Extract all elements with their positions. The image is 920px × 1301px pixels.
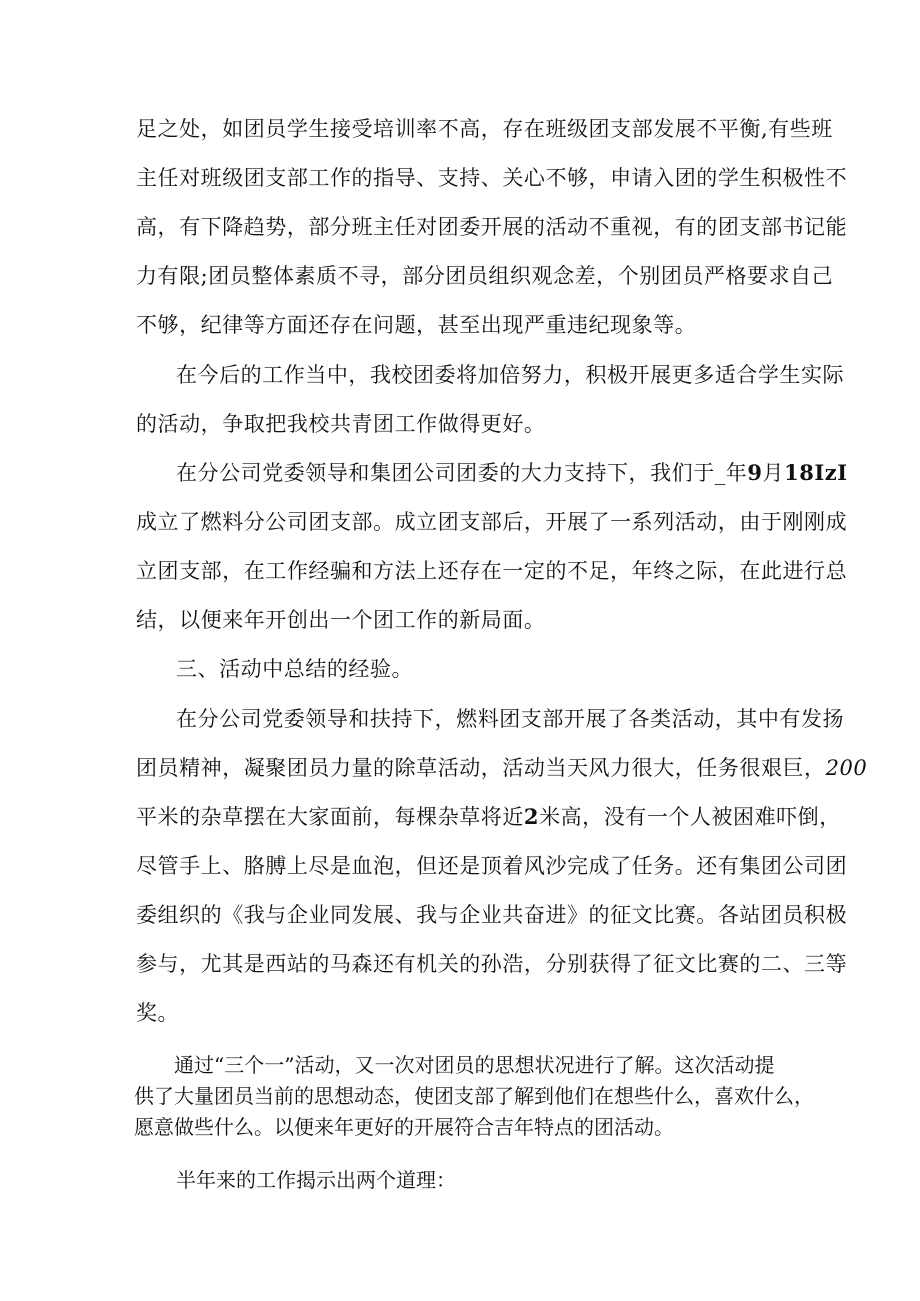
paragraph-line: 愿意做些什么。以便来年更好的开展符合吉年特点的团活动。 — [134, 1115, 674, 1139]
paragraph-line: 委组织的《我与企业同发展、我与企业共奋进》的征文比赛。各站团员积极 — [136, 903, 848, 927]
paragraph-line: 力有限;团员整体素质不寻，部分团员组织观念差，个别团员严格要求自己 — [136, 264, 834, 288]
paragraph-line: 立团支部，在工作经骗和方法上还存在一定的不足，年终之际，在此进行总 — [136, 559, 848, 583]
paragraph-line: 主任对班级团支部工作的指导、支持、关心不够，申请入团的学生积极性不 — [136, 166, 848, 190]
paragraph-line — [136, 803, 841, 831]
height-number: 2 — [523, 804, 540, 829]
paragraph-text: 团员精神，凝聚团员力量的除草活动，活动当天风力很大，任务很艰巨， — [136, 756, 826, 780]
paragraph-line: 尽管手上、胳膊上尽是血泡，但还是顶着风沙完成了任务。还有集团公司团 — [136, 854, 848, 878]
paragraph-line: 足之处，如团员学生接受培训率不高，存在班级团支部发展不平衡,有些班 — [136, 117, 833, 141]
paragraph-line: 半年来的工作揭示出两个道理： — [176, 1168, 456, 1192]
paragraph-line: 成立了燃料分公司团支部。成立团支部后，开展了一系列活动，由于刚刚成 — [136, 510, 848, 534]
paragraph-line: 供了大量团员当前的思想动态，使团支部了解到他们在想些什么，喜欢什么， — [134, 1084, 814, 1108]
paragraph-text: 平米的杂草摆在大家面前，每棵杂草将近 — [136, 805, 524, 829]
paragraph-text: 在分公司党委领导和集团公司团委的大力支持下，我们于_年 — [176, 461, 748, 485]
paragraph-line: 在今后的工作当中，我校团委将加倍努力，积极开展更多适合学生实际 — [176, 363, 845, 387]
area-number: 200 — [825, 756, 868, 780]
paragraph-line: 奖。 — [136, 1001, 180, 1025]
paragraph-line: 在分公司党委领导和扶持下，燃料团支部开展了各类活动，其中有发扬 — [176, 707, 845, 731]
paragraph-line: 通过“三个一”活动，又一次对团员的思想状况进行了解。这次活动提 — [174, 1053, 775, 1077]
paragraph-line: 结，以便来年开创出一个团工作的新局面。 — [136, 608, 546, 632]
paragraph-line: 的活动，争取把我校共青团工作做得更好。 — [136, 412, 546, 436]
paragraph-line: 参与，尤其是西站的马森还有机关的孙浩，分别获得了征文比赛的二、三等 — [136, 952, 848, 976]
paragraph-text: 米高，没有一个人被困难吓倒， — [539, 805, 841, 829]
paragraph-line — [136, 754, 868, 782]
date-day: 18IzI — [784, 460, 848, 485]
paragraph-line — [176, 459, 848, 487]
month-label: 月 — [762, 461, 785, 485]
paragraph-line: 不够，纪律等方面还存在问题，甚至出现严重违纪现象等。 — [136, 313, 697, 337]
paragraph-line: 高，有下降趋势，部分班主任对团委开展的活动不重视，有的团支部书记能 — [136, 215, 848, 239]
date-month: 9 — [747, 460, 763, 485]
section-heading: 三、活动中总结的经验。 — [176, 657, 414, 681]
